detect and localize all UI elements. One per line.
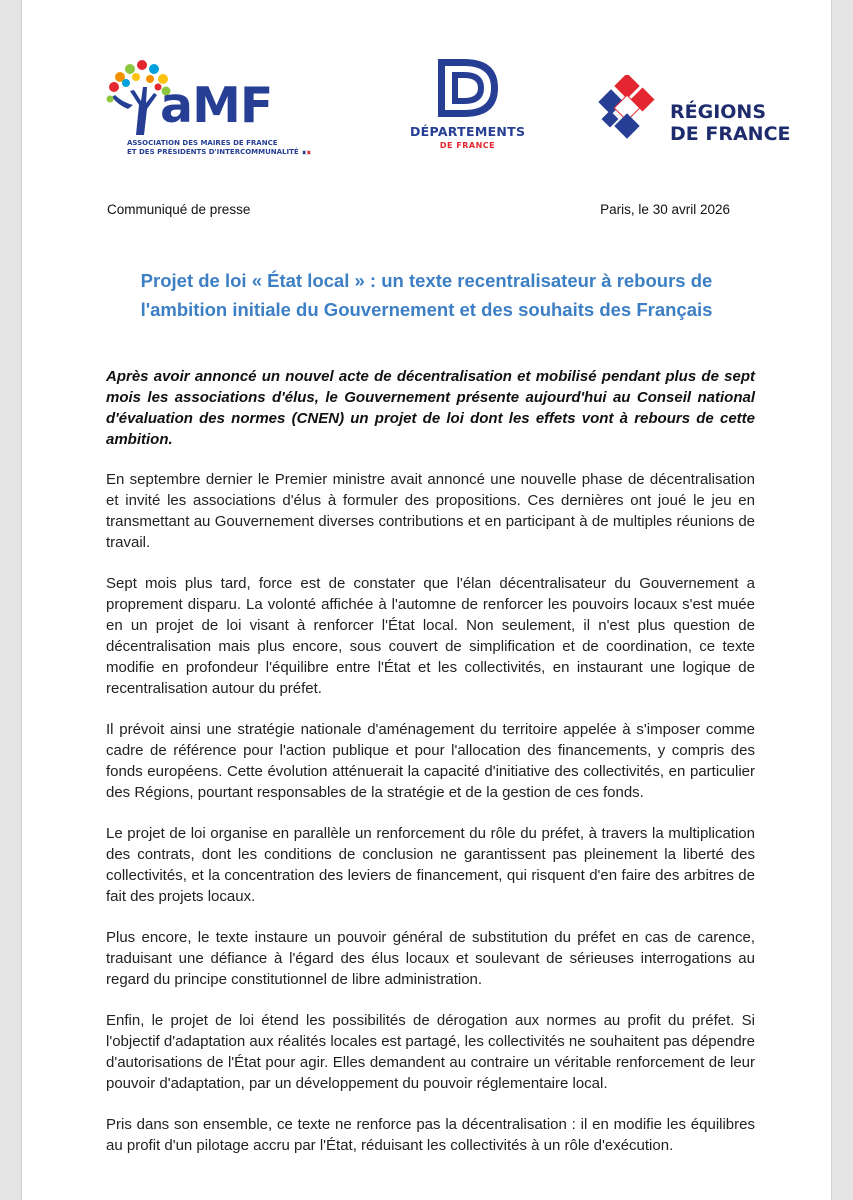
- french-flag-icon: [302, 150, 311, 155]
- amf-subtitle: [127, 139, 311, 157]
- lead-paragraph: Après avoir annoncé un nouvel acte de décentralisation et mobilisé pendant plus de sept mois les associations d'élus, le Gouvernement présente aujourd'hui au Conseil national d'évaluation des normes (CNEN) un projet de loi dont les effets vont à rebours de cette ambition.: [106, 368, 755, 448]
- departements-sub: DE FRANCE: [439, 141, 496, 150]
- place-date: Paris, le 30 avril 2026: [600, 202, 730, 217]
- paragraph-7: Pris dans son ensemble, ce texte ne renforce pas la décentralisation : il en modifie les équilibres au profit d'un pilotage accru par l'État, réduisant les collectivités à un rôle d'exécution.: [106, 1116, 755, 1154]
- regions-name-line2: DE FRANCE: [670, 123, 791, 145]
- paragraph-4: Le projet de loi organise en parallèle un renforcement du rôle du préfet, à travers la multiplication des contrats, dont les conditions de conclusion ne garantissent pas pleinement la liberté des collectivités, et la concentration des leviers de financement, qui risquent d'en faire des arbitres de fait des projets locaux.: [106, 825, 755, 905]
- document-type: Communiqué de presse: [107, 202, 251, 217]
- paragraph-5: Plus encore, le texte instaure un pouvoir général de substitution du préfet en cas de carence, traduisant une défiance à l'égard des élus locaux et soulevant de sérieuses interrogations au regard du principe constitutionnel de libre administration.: [106, 929, 755, 988]
- regions-name: [670, 101, 791, 145]
- regions-diamonds-icon: [596, 75, 662, 141]
- press-release-title: [100, 266, 753, 324]
- departements-name: DÉPARTEMENTS: [410, 124, 526, 139]
- title-line-1: Projet de loi « État local » : un texte recentralisateur à rebours de: [140, 270, 713, 291]
- regions-logo: [596, 75, 791, 145]
- regions-name-line1: RÉGIONS: [670, 101, 767, 123]
- paragraph-3: Il prévoit ainsi une stratégie nationale d'aménagement du territoire appelée à s'imposer comme cadre de référence pour l'action publique et pour l'allocation des financements, y compris des fonds européens. Cette évolution atténuerait la capacité d'initiative des collectivités, en particulier des Régions, pourtant responsables de la stratégie et de la gestion de ces fonds.: [106, 721, 755, 801]
- amf-logo: [106, 57, 306, 162]
- paragraph-2: Sept mois plus tard, force est de constater que l'élan décentralisateur du Gouvernement a proprement disparu. La volonté affichée à l'automne de renforcer les pouvoirs locaux s'est muée en un projet de loi visant à renforcer l'État local. Non seulement, il n'est plus question de décentralisation mais plus encore, sous couvert de simplification et de coordination, ce texte modifie en profondeur l'équilibre entre l'État et les collectivités, en instaurant une logique de recentralisation autour du préfet.: [106, 575, 755, 697]
- amf-wordmark: aMF: [160, 77, 273, 134]
- title-line-2: l'ambition initiale du Gouvernement et des souhaits des Français: [140, 299, 713, 320]
- paragraph-6: Enfin, le projet de loi étend les possibilités de dérogation aux normes au profit du préfet. Si l'objectif d'adaptation aux réalités locales est partagé, les collectivités ne souhaitent pas dépendre d'autorisations de l'État pour agir. Elles demandent au contraire un véritable renforcement de leur pouvoir d'adaptation, par un développement du pouvoir réglementaire local.: [106, 1012, 755, 1092]
- departements-logo: [410, 57, 525, 157]
- press-release-body: [106, 366, 755, 1176]
- amf-subtitle-line2: ET DES PRÉSIDENTS D'INTERCOMMUNALITÉ: [127, 148, 311, 157]
- paragraph-1: En septembre dernier le Premier ministre avait annoncé une nouvelle phase de décentralisation et invité les associations d'élus à formuler des propositions. Ces dernières ont joué le jeu en transmettant au Gouvernement diverses contributions et en participant à de multiples réunions de travail.: [106, 471, 755, 551]
- amf-subtitle-line1: ASSOCIATION DES MAIRES DE FRANCE: [127, 139, 278, 147]
- departements-d-icon: [434, 57, 502, 119]
